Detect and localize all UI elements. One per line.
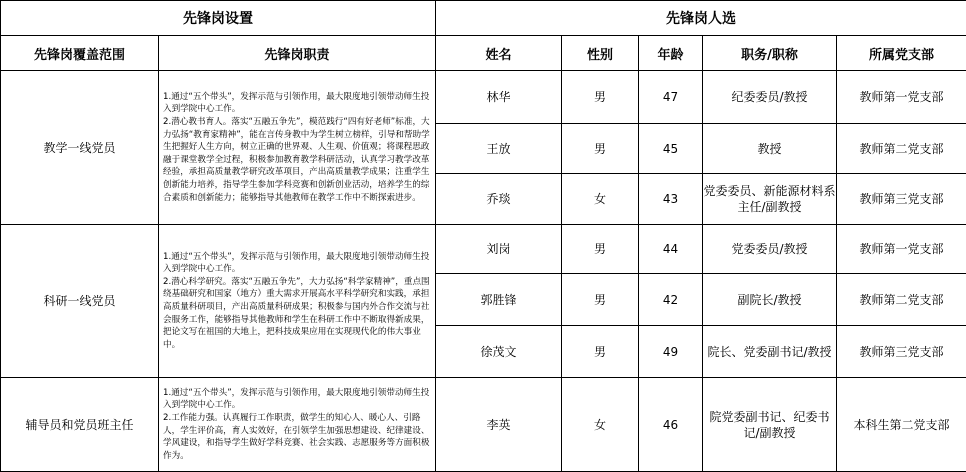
member-title: 院党委副书记、纪委书记/副教授 [703,378,837,472]
member-branch: 教师第一党支部 [837,225,966,274]
duty-paragraph: 1.通过“五个带头”，发挥示范与引领作用，最大限度地引领带动师生投入到学院中心工作。 [163,251,431,276]
duty-paragraph: 2.工作能力强。认真履行工作职责，做学生的知心人、暖心人、引路人，学生评价高，育人实效好，在引领学生加强思想建设、纪律建设、学风建设，和指导学生做好学科竞赛、社会实践、志愿服务等方面积极作为。 [163,412,431,462]
duty-paragraph: 1.通过“五个带头”，发挥示范与引领作用，最大限度地引领带动师生投入到学院中心工作。 [163,91,431,116]
member-name: 刘岗 [436,225,562,274]
member-title: 院长、党委副书记/教授 [703,326,837,378]
scope-cell: 教学一线党员 [1,71,159,225]
member-name: 乔琰 [436,174,562,225]
member-name: 林华 [436,71,562,124]
member-branch: 教师第一党支部 [837,71,966,124]
member-branch: 教师第二党支部 [837,274,966,326]
member-age: 46 [639,378,703,472]
member-branch: 本科生第二党支部 [837,378,966,472]
duty-paragraph: 2.潜心科学研究。落实“五融五争先”，大力弘扬“科学家精神”，重点围绕基础研究和国家（地方）重大需求开展高水平科学研究和实践，承担高质量科研项目，产出高质量科研成果；积极参与国内外合作交流与社会服务工作，能够指导其他教师和学生在科研工作中不断取得新成果，把论文写在祖国的大地上，把科技成果应用在实现现代化的伟大事业中。 [163,276,431,352]
header-name: 姓名 [436,36,562,71]
member-title: 纪委委员/教授 [703,71,837,124]
table-row [1,378,966,472]
member-name: 徐茂文 [436,326,562,378]
member-branch: 教师第二党支部 [837,124,966,174]
member-gender: 男 [562,225,639,274]
scope-cell: 辅导员和党员班主任 [1,378,159,472]
header-duty: 先锋岗职责 [159,36,436,71]
table-row [1,225,966,274]
header-post-candidates: 先锋岗人选 [436,1,966,36]
member-title: 党委委员、新能源材料系主任/副教授 [703,174,837,225]
header-branch: 所属党支部 [837,36,966,71]
header-scope: 先锋岗覆盖范围 [1,36,159,71]
member-age: 42 [639,274,703,326]
member-age: 47 [639,71,703,124]
table-row [1,71,966,124]
member-branch: 教师第三党支部 [837,174,966,225]
member-name: 王放 [436,124,562,174]
member-name: 李英 [436,378,562,472]
scope-cell: 科研一线党员 [1,225,159,378]
member-title: 教授 [703,124,837,174]
header-gender: 性别 [562,36,639,71]
duty-cell [159,225,436,378]
duty-cell [159,71,436,225]
member-gender: 女 [562,174,639,225]
member-branch: 教师第三党支部 [837,326,966,378]
member-gender: 男 [562,124,639,174]
member-name: 郭胜锋 [436,274,562,326]
member-age: 49 [639,326,703,378]
duty-cell [159,378,436,472]
member-gender: 男 [562,71,639,124]
member-title: 副院长/教授 [703,274,837,326]
duty-paragraph: 2.潜心教书育人。落实“五融五争先”，模范践行“四有好老师”标准，大力弘扬“教育家精神”，能在言传身教中为学生树立榜样，引导和帮助学生把握好人生方向，树立正确的世界观、人生观、价值观；将课程思政融于课堂教学全过程，积极参加教育教学科研活动，认真学习教学改革经验，承担高质量教学研究改革项目，产出高质量教学成果；注重学生创新能力培养，指导学生参加学科竞赛和创新创业活动，培养学生的综合素质和创新能力；能够指导其他教师在教学工作中不断探索进步。 [163,116,431,204]
member-age: 43 [639,174,703,225]
member-age: 44 [639,225,703,274]
member-gender: 女 [562,378,639,472]
member-gender: 男 [562,274,639,326]
header-title: 职务/职称 [703,36,837,71]
duty-paragraph: 1.通过“五个带头”，发挥示范与引领作用，最大限度地引领带动师生投入到学院中心工作。 [163,387,431,412]
member-age: 45 [639,124,703,174]
header-age: 年龄 [639,36,703,71]
header-post-settings: 先锋岗设置 [1,1,436,36]
member-gender: 男 [562,326,639,378]
member-title: 党委委员/教授 [703,225,837,274]
